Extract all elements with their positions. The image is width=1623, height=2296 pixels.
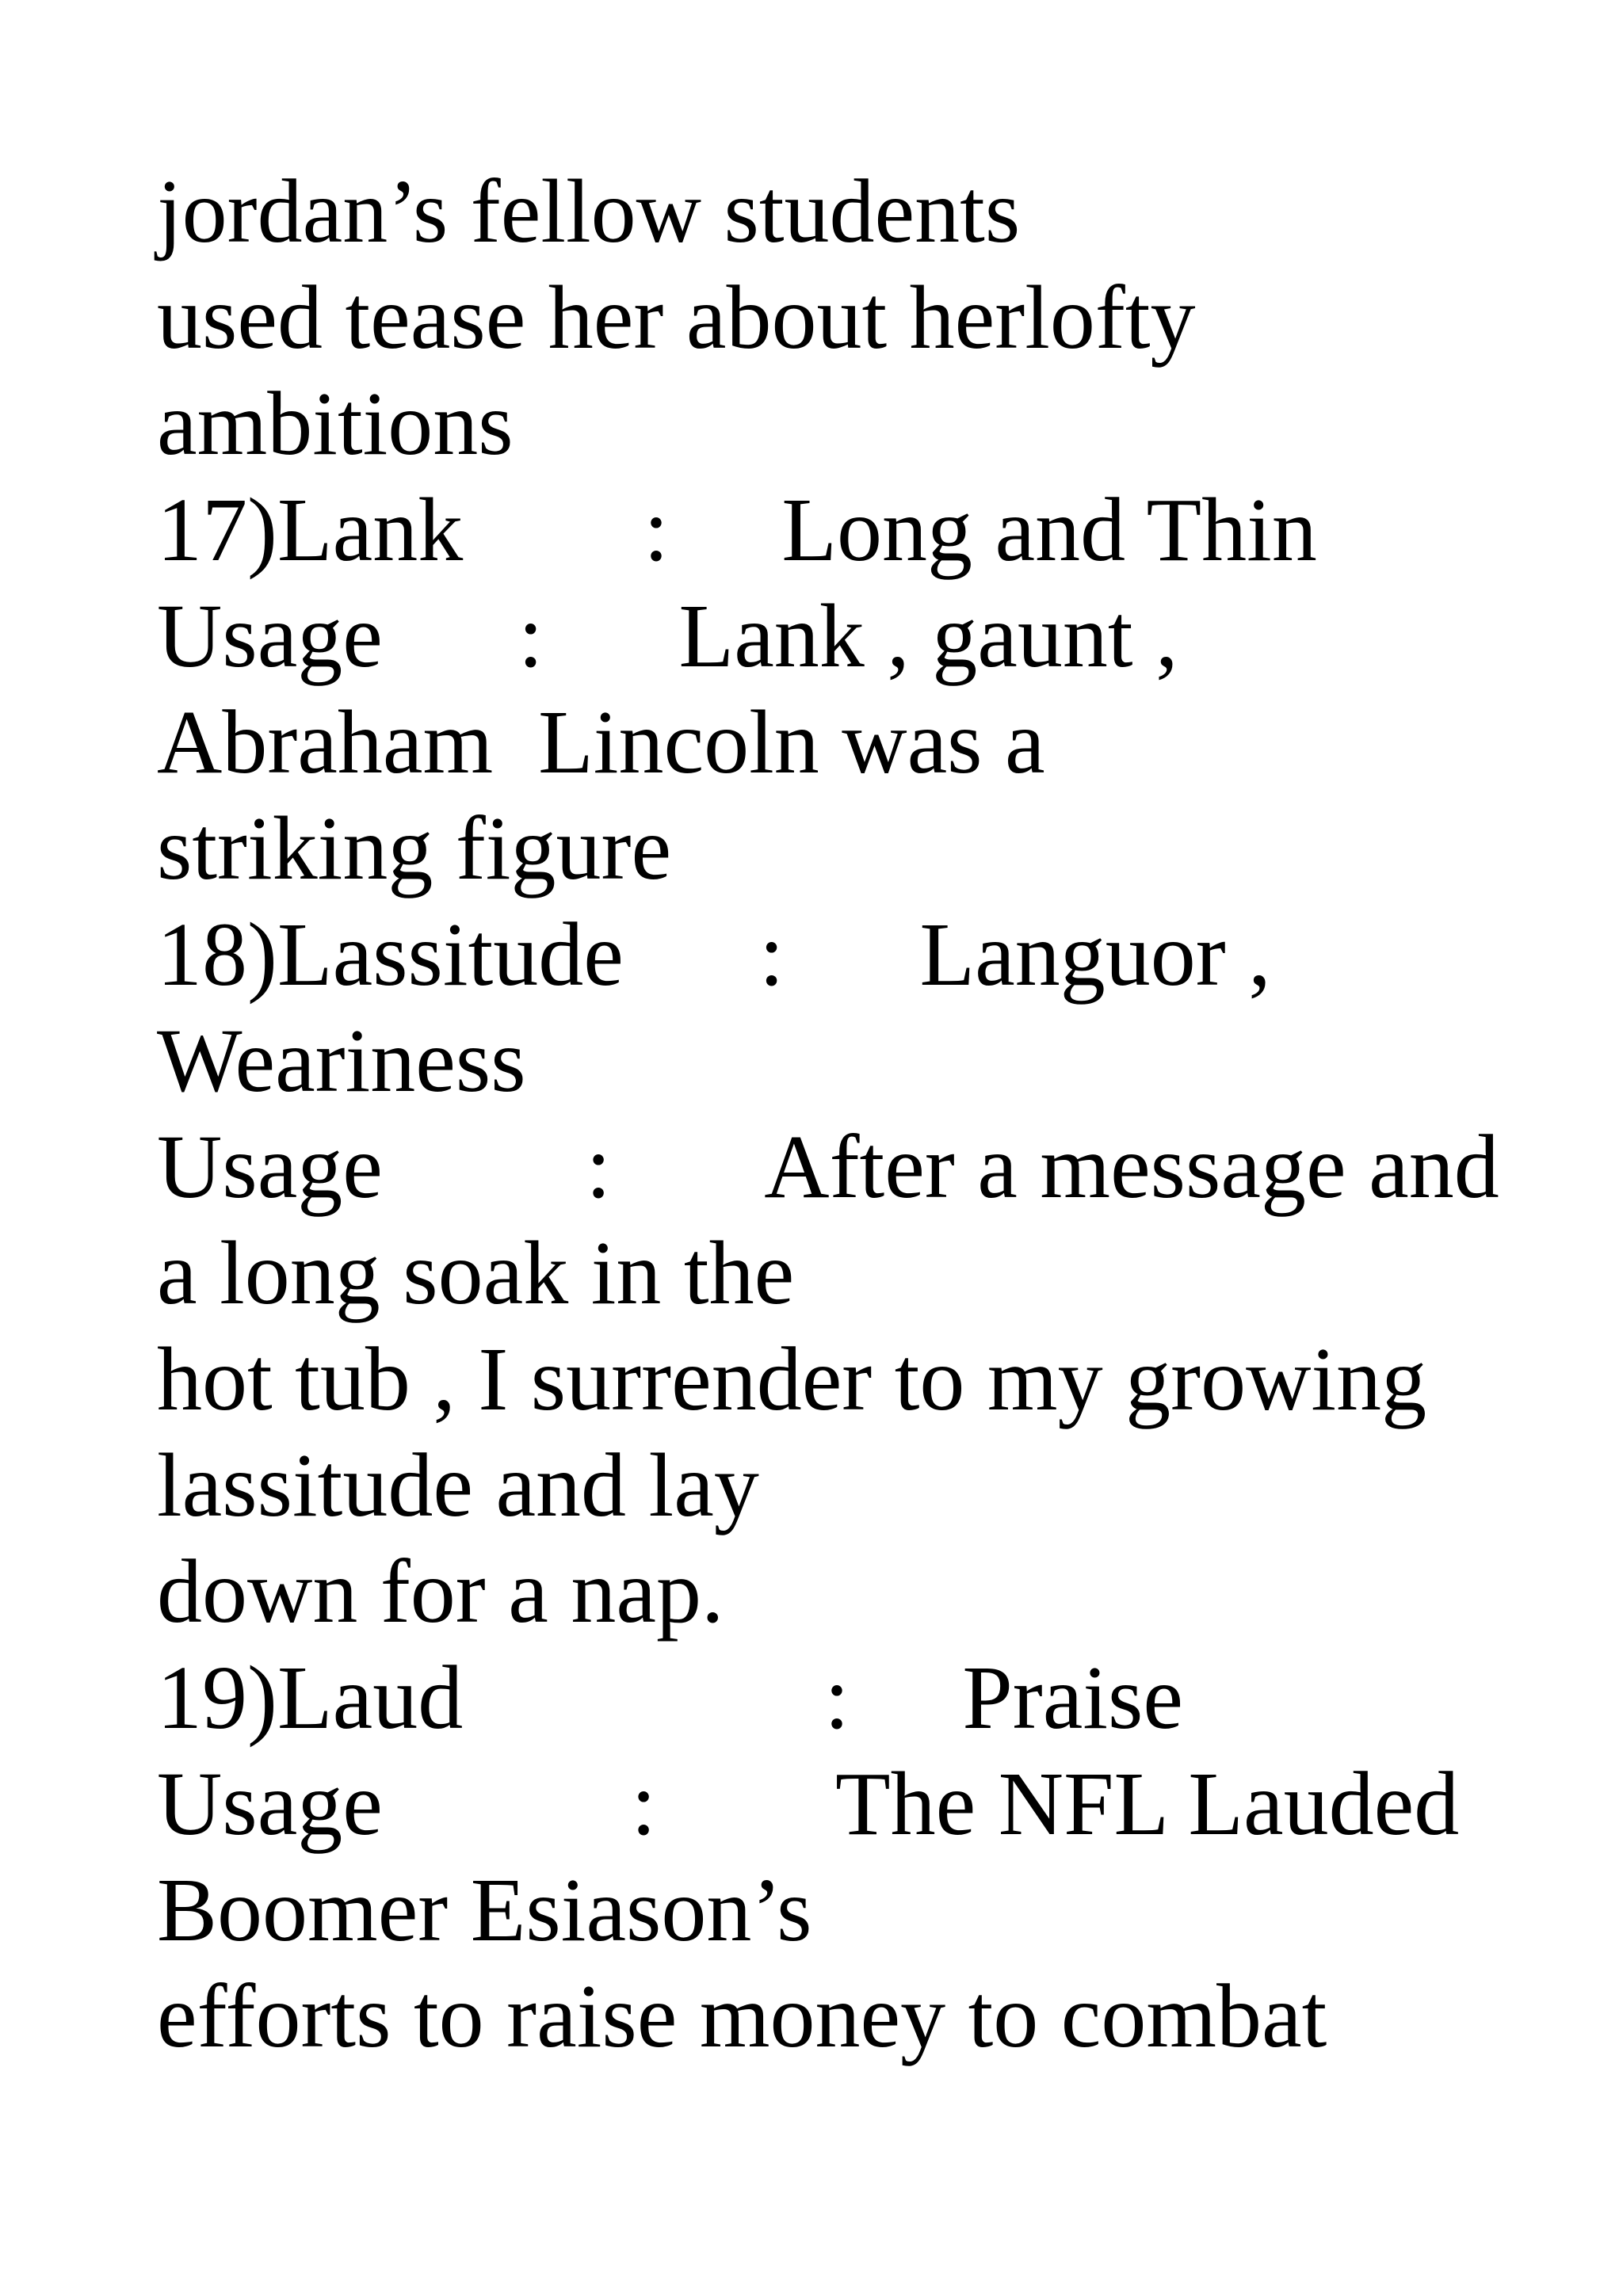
text-line-17: Boomer Esiason’s — [157, 1859, 812, 1960]
text-line-3: ambitions — [157, 373, 514, 474]
entry-17-usage-line: Usage : Lank , gaunt , — [157, 585, 1178, 686]
entry-18-usage-line: Usage : After a message and — [157, 1116, 1499, 1217]
text-line-7: striking figure — [157, 798, 672, 898]
entry-19-usage-line: Usage : The NFL Lauded — [157, 1753, 1460, 1854]
entry-19-term-line: 19)Laud : Praise — [157, 1647, 1183, 1748]
text-line-13: lassitude and lay — [157, 1435, 759, 1535]
entry-17-term-line: 17)Lank : Long and Thin — [157, 479, 1317, 580]
text-line-9: Weariness — [157, 1010, 526, 1111]
text-line-2: used tease her about herlofty — [157, 267, 1196, 368]
text-line-6: Abraham Lincoln was a — [157, 692, 1045, 792]
text-line-1: jordan’s fellow students — [157, 161, 1021, 261]
text-line-11: a long soak in the — [157, 1222, 795, 1323]
entry-18-term-line: 18)Lassitude : Languor , — [157, 904, 1271, 1005]
text-line-14: down for a nap. — [157, 1541, 724, 1642]
text-line-12: hot tub , I surrender to my growing — [157, 1329, 1427, 1429]
text-line-18: efforts to raise money to combat — [157, 1966, 1327, 2066]
